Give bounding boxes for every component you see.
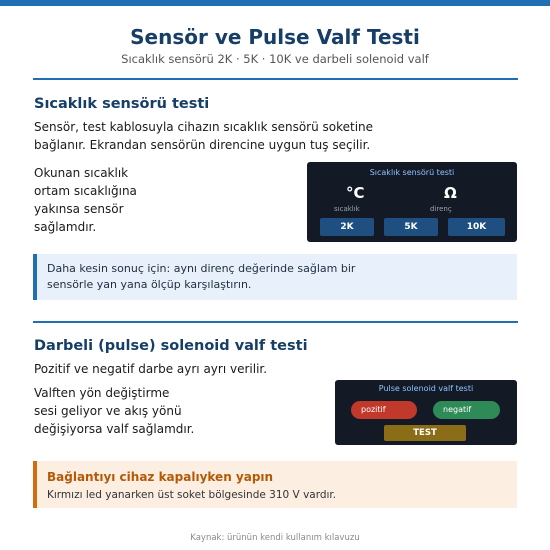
section-divider bbox=[33, 78, 518, 80]
sensor-result-line-2: ortam sıcaklığına bbox=[34, 184, 137, 198]
celsius-unit: °C bbox=[346, 184, 365, 202]
button-5k[interactable]: 5K bbox=[384, 218, 438, 236]
resistance-label: direnç bbox=[430, 205, 452, 213]
sensor-intro-line-1: Sensör, test kablosuyla cihazın sıcaklık sensörü soketine bbox=[34, 120, 374, 134]
temperature-label: sıcaklık bbox=[334, 205, 360, 213]
page-title: Sensör ve Pulse Valf Testi bbox=[130, 25, 420, 49]
test-button[interactable]: TEST bbox=[384, 425, 466, 441]
button-2k[interactable]: 2K bbox=[320, 218, 374, 236]
info-note-line-1: Daha kesin sonuç için: aynı direnç değerinde sağlam bir bbox=[47, 262, 356, 275]
warning-note bbox=[33, 461, 517, 508]
sensor-screen-title: Sıcaklık sensörü testi bbox=[369, 168, 455, 177]
warning-text: Kırmızı led yanarken üst soket bölgesinde 310 V vardır. bbox=[47, 489, 337, 501]
ohm-unit: Ω bbox=[444, 184, 457, 202]
sensor-intro-line-2: bağlanır. Ekrandan sensörün direncine uygun tuş seçilir. bbox=[34, 138, 371, 152]
section-divider bbox=[33, 321, 518, 323]
top-accent-bar bbox=[0, 0, 550, 6]
positive-label: pozitif bbox=[361, 405, 386, 414]
info-note bbox=[33, 254, 517, 300]
valve-intro: Pozitif ve negatif darbe ayrı ayrı verilir. bbox=[34, 362, 268, 376]
valve-result-line-1: Valften yön değiştirme bbox=[34, 386, 170, 400]
positive-pulse-button[interactable] bbox=[351, 401, 417, 419]
negative-label: negatif bbox=[443, 405, 472, 414]
valve-section-heading: Darbeli (pulse) solenoid valf testi bbox=[34, 338, 308, 354]
info-note-line-2: sensörle yan yana ölçüp karşılaştırın. bbox=[47, 278, 252, 291]
warning-title: Bağlantıyı cihaz kapalıyken yapın bbox=[47, 470, 274, 484]
button-10k[interactable]: 10K bbox=[448, 218, 505, 236]
source-footer: Kaynak: ürünün kendi kullanım kılavuzu bbox=[190, 533, 360, 543]
valve-result-line-3: değişiyorsa valf sağlamdır. bbox=[34, 422, 195, 436]
page-subtitle: Sıcaklık sensörü 2K · 5K · 10K ve darbeli solenoid valf bbox=[121, 52, 429, 66]
sensor-section-heading: Sıcaklık sensörü testi bbox=[34, 96, 210, 112]
sensor-result-line-3: yakınsa sensör bbox=[34, 202, 124, 216]
valve-screen-title: Pulse solenoid valf testi bbox=[378, 384, 474, 393]
sensor-result-line-4: sağlamdır. bbox=[34, 220, 97, 234]
sensor-result-line-1: Okunan sıcaklık bbox=[34, 166, 129, 180]
info-note-text bbox=[47, 261, 355, 293]
valve-result-line-2: sesi geliyor ve akış yönü bbox=[34, 404, 182, 418]
negative-pulse-button[interactable] bbox=[433, 401, 500, 419]
